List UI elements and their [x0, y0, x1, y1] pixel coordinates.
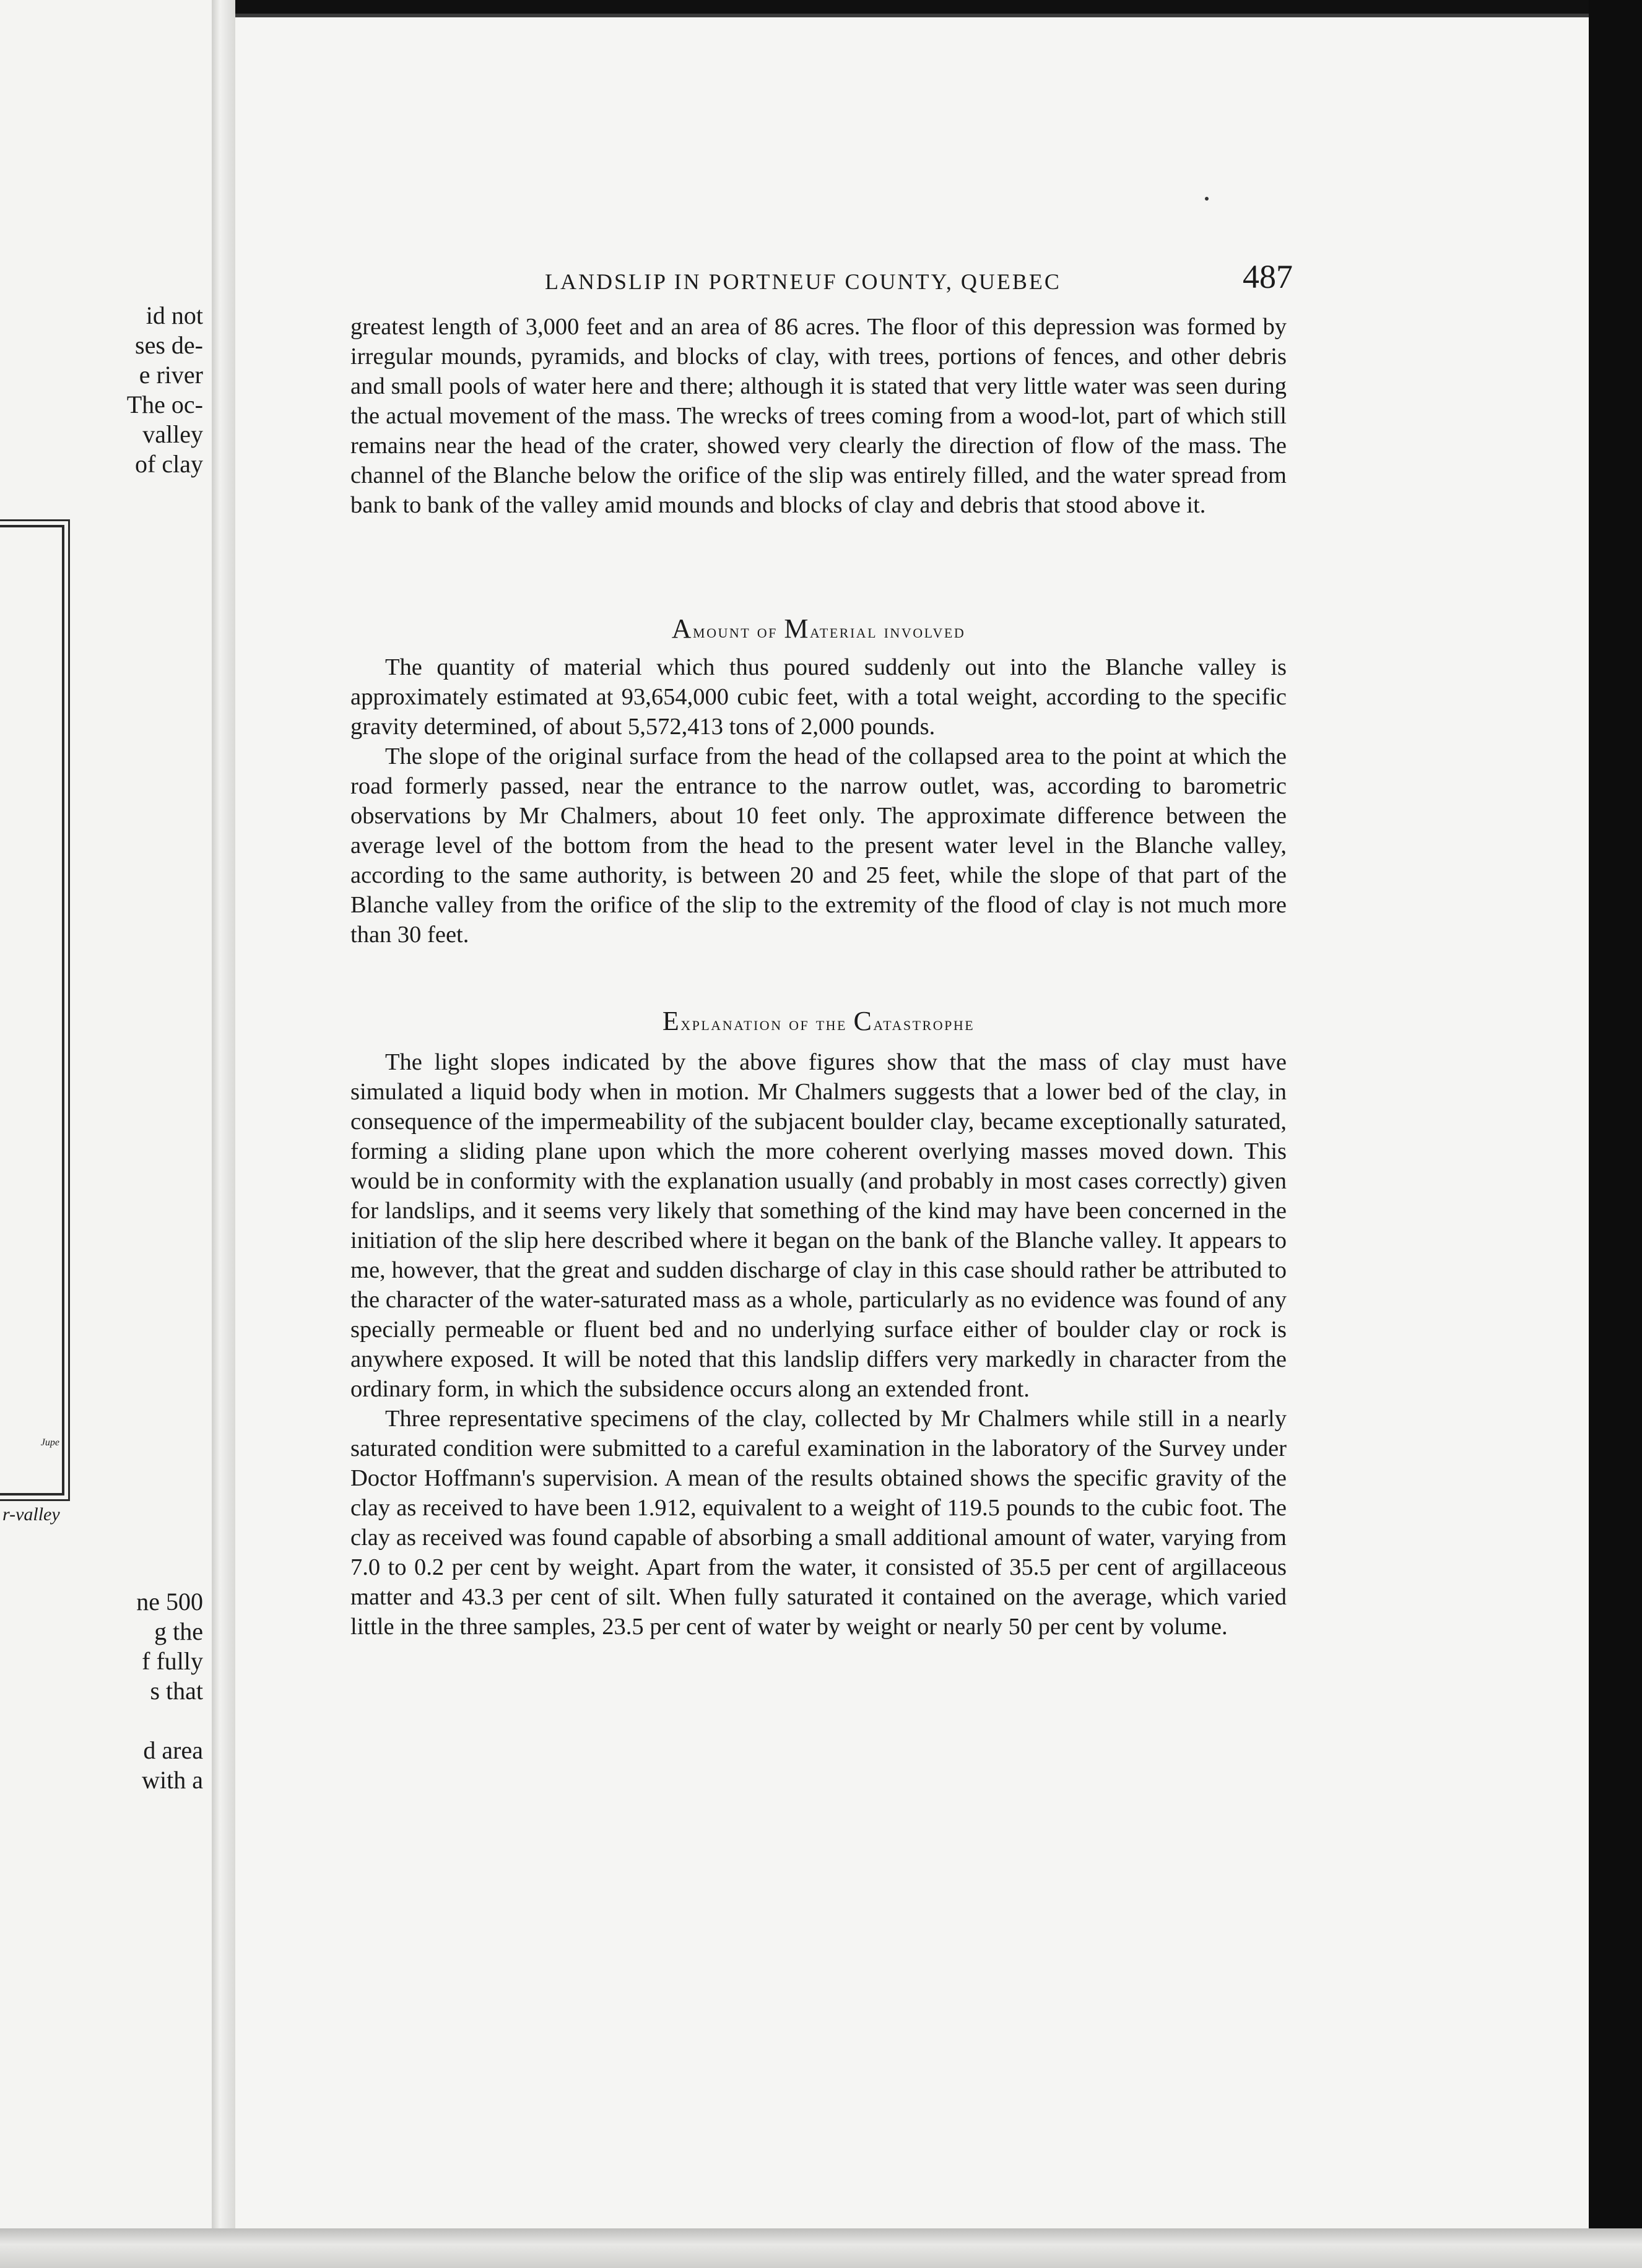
left-page-line: ne 500	[136, 1588, 203, 1616]
page-gutter	[212, 0, 235, 2268]
left-page-line: d area	[143, 1736, 203, 1764]
section-heading-explanation: Explanation of the Catastrophe	[662, 1006, 975, 1036]
paragraph: The quantity of material which thus poured suddenly out into the Blanche valley is approximately estimated at 93,654,000 cubic feet, with a total weight, according to the specific gravity determined, of about 5,572,413 tons of 2,000 pounds.	[350, 654, 1287, 740]
body-text-intro	[350, 312, 1287, 520]
scan-speck	[1205, 197, 1209, 201]
map-label: Jupe	[40, 1437, 59, 1448]
left-page-line: valley	[142, 420, 203, 448]
scan-border-bottom	[0, 2228, 1642, 2268]
paragraph: The light slopes indicated by the above figures show that the mass of clay must have simulated a liquid body when in motion. Mr Chalmers suggests that a lower bed of the clay, in consequence of the impermeability of the subjacent boulder clay, became exceptionally saturated, forming a sliding plane upon which the more coherent overlying masses moved down. This would be in conformity with the explanation usually (and probably in most cases correctly) given for landslips, and it seems very likely that something of the kind may have been concerned in the initiation of the slip here described where it began on the bank of the Blanche valley. It appears to me, however, that the great and sudden discharge of clay in this case should rather be attributed to the character of the water-saturated mass as a whole, particularly as no evidence was found of any specially permeable or fluent bed and no underlying surface either of boulder clay or rock is anywhere exposed. It will be noted that this landslip differs very markedly in character from the ordinary form, in which the subsidence occurs along an extended front.	[350, 1049, 1287, 1402]
left-page-line: with a	[142, 1766, 203, 1794]
left-page-line: ses de-	[135, 331, 203, 359]
page-number: 487	[1243, 258, 1293, 295]
paragraph: greatest length of 3,000 feet and an area of 86 acres. The floor of this depression was formed by irregular mounds, pyramids, and blocks of clay, with trees, portions of fences, and other debris and small pools of water here and there; although it is stated that very little water was seen during the actual movement of the mass. The wrecks of trees coming from a wood-lot, part of which still remains near the head of the crater, showed very clearly the direction of flow of the mass. The channel of the Blanche below the orifice of the slip was entirely filled, and the water spread from bank to bank of the valley amid mounds and blocks of clay and debris that stood above it.	[350, 314, 1287, 518]
left-page-line: e river	[139, 361, 203, 389]
left-page-line: f fully	[142, 1647, 203, 1675]
running-head: LANDSLIP IN PORTNEUF COUNTY, QUEBEC	[545, 269, 1061, 294]
left-page-fragment	[0, 0, 212, 2228]
paragraph: Three representative specimens of the clay, collected by Mr Chalmers while still in a nearly saturated condition were submitted to a careful examination in the laboratory of the Survey under Doctor Hoffmann's supervision. A mean of the results obtained shows the specific gravity of the clay as received to have been 1.912, equivalent to a weight of 119.5 pounds to the cubic foot. The clay as received was found capable of absorbing a small additional amount of water, varying from 7.0 to 0.2 per cent by weight. Apart from the water, it consisted of 35.5 per cent of argillaceous matter and 43.3 per cent of silt. When fully saturated it contained on the average, which varied little in the three samples, 23.5 per cent of water by weight or nearly 50 per cent by volume.	[350, 1406, 1287, 1640]
figure-caption-fragment: r-valley	[2, 1504, 60, 1525]
map-figure-edge	[0, 525, 64, 1495]
section-heading-amount: Amount of Material involved	[671, 613, 966, 644]
left-page-line: id not	[146, 301, 203, 329]
left-page-line: g the	[154, 1617, 203, 1645]
left-page-line: of clay	[135, 450, 203, 478]
body-text-section1	[350, 652, 1287, 950]
scan-border-right	[1589, 0, 1642, 2268]
body-text-section2	[350, 1047, 1287, 1642]
left-page-line: s that	[150, 1677, 203, 1705]
left-page-line: The oc-	[126, 391, 203, 418]
page-header	[545, 258, 1293, 301]
paragraph: The slope of the original surface from the head of the collapsed area to the point at which the road formerly passed, near the entrance to the narrow outlet, was, according to barometric observations by Mr Chalmers, about 10 feet only. The approximate difference between the average level of the bottom from the head to the present water level in the Blanche valley, according to the same authority, is between 20 and 25 feet, while the slope of that part of the Blanche valley from the orifice of the slip to the extremity of the flood of clay is not much more than 30 feet.	[350, 743, 1287, 948]
